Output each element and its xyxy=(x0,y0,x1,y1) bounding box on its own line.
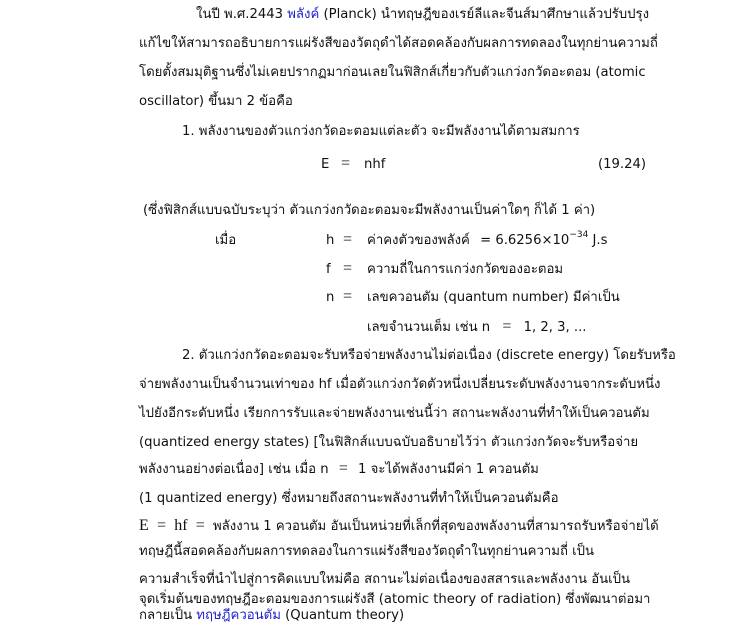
def-n-line-2 xyxy=(367,318,587,337)
n-integer-equals: = xyxy=(502,318,512,335)
point2-line-3: ไปยังอีกระดับหนึ่ง เรียกการรับและจ่ายพลังงานเช่นนี้ว่า สถานะพลังงานที่ทำให้เป็นควอนตัม xyxy=(139,406,650,421)
closing-line-2: ความสำเร็จที่นำไปสู่การคิดแบบใหม่คือ สถานะไม่ต่อเนื่องของสสารและพลังงาน อันเป็น xyxy=(139,572,631,587)
intro-line-4: oscillator) ขึ้นมา 2 ข้อคือ xyxy=(139,94,293,109)
intro-text: (Planck) นำทฤษฎีของเรย์ลีและจีนส์มาศึกษาแล้วปรับปรุง xyxy=(323,7,650,22)
def-f-desc: ความถี่ในการแกว่งกวัดของอะตอม xyxy=(367,262,564,277)
point1-note: (ซึ่งฟิสิกส์แบบฉบับระบุว่า ตัวแกว่งกวัดอะตอมจะมีพลังงานเป็นค่าใดๆ ก็ได้ 1 ค่า) xyxy=(143,203,596,218)
planck-link[interactable]: พลังค์ xyxy=(287,7,320,22)
equation-lhs: E xyxy=(321,157,330,172)
quantum-theory-english: (Quantum theory) xyxy=(285,608,405,623)
quantum-eq-equals-1: = xyxy=(156,517,167,534)
h-value-unit: J.s xyxy=(592,233,608,248)
h-value-base: 10 xyxy=(552,233,570,248)
quantum-theory-link[interactable]: ทฤษฎีควอนตัม xyxy=(196,608,281,623)
h-value-times: × xyxy=(541,233,553,248)
def-n-equals: = xyxy=(343,288,353,305)
h-value-exponent: −34 xyxy=(569,230,589,240)
closing-line-4 xyxy=(139,607,404,625)
point2-line-7 xyxy=(139,517,659,536)
closing-become-text: กลายเป็น xyxy=(139,608,193,623)
def-n-desc: เลขควอนตัม (quantum number) มีค่าเป็น xyxy=(367,290,620,305)
n-integer-values: 1, 2, 3, ... xyxy=(523,320,587,335)
n-integer-text: เลขจำนวนเต็ม เช่น n xyxy=(367,320,491,335)
point2-line-2: จ่ายพลังงานเป็นจำนวนเท่าของ hf เมื่อตัวแกว่งกวัดตัวหนึ่งเปลี่ยนระดับพลังงานจากระดับหนึ่ง xyxy=(139,377,661,392)
point1-heading: 1. พลังงานของตัวแกว่งกวัดอะตอมแต่ละตัว จะมีพลังงานได้ตามสมการ xyxy=(182,124,580,139)
def-n-symbol: n xyxy=(326,290,335,305)
def-f-symbol: f xyxy=(326,262,331,277)
closing-line-3: จุดเริ่มต้นของทฤษฎีอะตอมของการแผ่รังสี (atomic theory of radiation) ซึ่งพัฒนาต่อมา xyxy=(139,592,651,607)
intro-line-1 xyxy=(196,6,649,24)
def-h-desc-text: ค่าคงตัวของพลังค์ xyxy=(367,233,470,248)
quantum-eq-E: E xyxy=(139,517,149,534)
point2-line-5 xyxy=(139,460,539,479)
quantum-eq-equals-2: = xyxy=(195,517,205,534)
point2-line-1: 2. ตัวแกว่งกวัดอะตอมจะรับหรือจ่ายพลังงานไม่ต่อเนื่อง (discrete energy) โดยรับหรือ xyxy=(182,348,676,363)
def-h-equals: = xyxy=(343,231,353,248)
quantum-eq-description: พลังงาน 1 ควอนตัม อันเป็นหน่วยที่เล็กที่สุดของพลังงานที่สามารถรับหรือจ่ายได้ xyxy=(212,519,659,534)
point2-line-4: (quantized energy states) [ในฟิสิกส์แบบฉบับอธิบายไว้ว่า ตัวแกว่งกวัดจะรับหรือจ่าย xyxy=(139,435,639,450)
intro-year-text: ในปี พ.ศ.2443 xyxy=(196,7,284,22)
h-value-mantissa: = 6.6256 xyxy=(480,233,542,248)
point2-example-text: พลังงานอย่างต่อเนื่อง] เช่น เมื่อ n xyxy=(139,462,329,477)
closing-line-1: ทฤษฎีนี้สอดคล้องกับผลการทดลองในการแผ่รังสีของวัตถุดำในทุกย่านความถี่ เป็น xyxy=(139,544,595,559)
equation-equals: = xyxy=(341,155,351,172)
intro-line-3: โดยตั้งสมมุติฐานซึ่งไม่เคยปรากฏมาก่อนเลยในฟิสิกส์เกี่ยวกับตัวแกว่งกวัดอะตอม (atomic xyxy=(139,65,646,80)
def-h-desc xyxy=(367,232,607,250)
equation-number: (19.24) xyxy=(598,157,647,172)
equation-rhs: nhf xyxy=(364,157,386,172)
point2-example-result: 1 จะได้พลังงานมีค่า 1 ควอนตัม xyxy=(358,462,539,477)
point2-example-equals: = xyxy=(338,460,348,477)
where-label: เมื่อ xyxy=(215,233,237,248)
point2-line-6: (1 quantized energy) ซึ่งหมายถึงสถานะพลังงานที่ทำให้เป็นควอนตัมคือ xyxy=(139,491,559,506)
def-f-equals: = xyxy=(343,260,353,277)
intro-line-2: แก้ไขให้สามารถอธิบายการแผ่รังสีของวัตถุดำได้สอดคล้องกับผลการทดลองในทุกย่านความถี่ xyxy=(139,36,658,51)
quantum-eq-hf: hf xyxy=(174,517,188,534)
def-h-symbol: h xyxy=(326,233,335,248)
